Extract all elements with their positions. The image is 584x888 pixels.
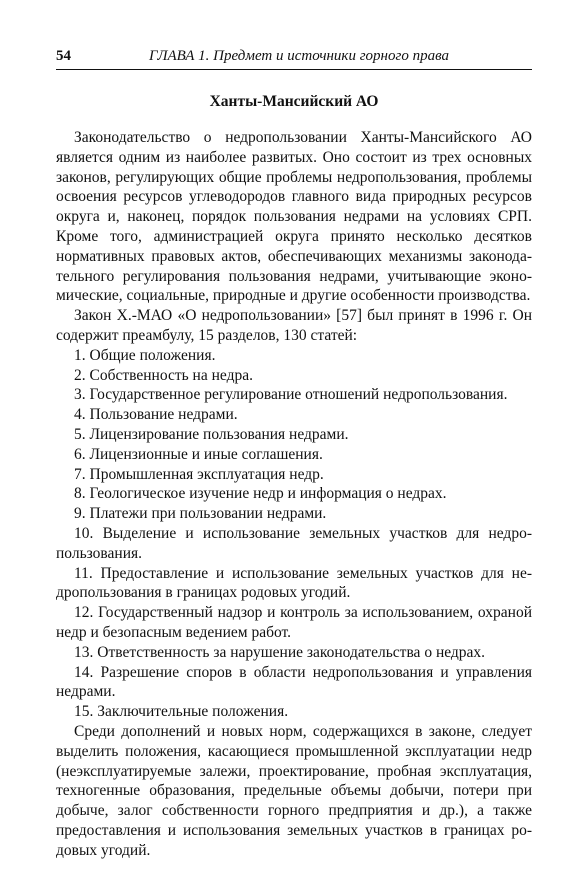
law-intro-paragraph: Закон Х.-МАО «О недропользовании» [57] был принят в 1996 г. Он содержит преамбулу, 15 разделов, 130 статей: xyxy=(56,307,532,344)
intro-paragraph: Законодательство о недропользовании Ханты-Мансийского АО является одним из наиболее развитых. Оно состоит из трех основных законов, регулирующих общие проблемы недропользования, проблемы освоения ресурсов углеводородов главного вида природных ресурсов округа и, наконец, порядок пользования недрами на условиях СРП. Кроме того, администрацией округа принято несколько десятков нормативных правовых актов, обеспечивающих механизмы законодательного регулирования пользования недрами, учитывающие экономические, социальные, природные и другие особенности производства. xyxy=(56,129,532,305)
list-item: 6. Лицензионные и иные соглашения. xyxy=(74,445,323,463)
list-item: 1. Общие положения. xyxy=(74,346,216,364)
list-item: 9. Платежи при пользовании недрами. xyxy=(74,505,327,523)
list-item: 8. Геологическое изучение недр и информация о недрах. xyxy=(74,485,447,503)
section-heading: Ханты-Мансийский АО xyxy=(209,93,379,110)
conclusion-paragraph: Среди дополнений и новых норм, содержащихся в законе, следует выделить положения, касающиеся промышленной эксплуатации недр (неэксплуатируемые залежи, проектирование, пробная эксплуатация, техногенные образования, предельные объемы добычи, потери при добыче, залог собственности горного предприятия и др.), а также предоставления и использования земельных участков в границах родовых угодий. xyxy=(56,722,532,859)
list-item: 11. Предоставление и использование земельных участков для недропользования в границах родовых угодий. xyxy=(56,564,532,602)
list-item: 5. Лицензирование пользования недрами. xyxy=(74,425,349,443)
list-item: 13. Ответственность за нарушение законодательства о недрах. xyxy=(74,643,486,661)
list-item: 7. Промышленная эксплуатация недр. xyxy=(74,465,324,483)
running-head xyxy=(56,46,532,68)
header-rule xyxy=(56,69,532,70)
body-text xyxy=(56,128,532,860)
list-item: 2. Собственность на недра. xyxy=(74,366,253,384)
page-number: 54 xyxy=(56,48,71,64)
list-item: 12. Государственный надзор и контроль за использованием, охраной недр и безопасным ведением работ. xyxy=(56,604,532,641)
list-item: 15. Заключительные положения. xyxy=(74,703,289,721)
list-item: 14. Разрешение споров в области недропользования и управления недрами. xyxy=(56,663,532,701)
list-item: 4. Пользование недрами. xyxy=(74,406,238,424)
chapter-title: ГЛАВА 1. Предмет и источники горного права xyxy=(149,48,449,64)
list-item: 3. Государственное регулирование отношений недропользования. xyxy=(74,386,508,404)
list-item: 10. Выделение и использование земельных участков для недропользования. xyxy=(56,524,532,562)
law-sections-list xyxy=(56,346,532,722)
